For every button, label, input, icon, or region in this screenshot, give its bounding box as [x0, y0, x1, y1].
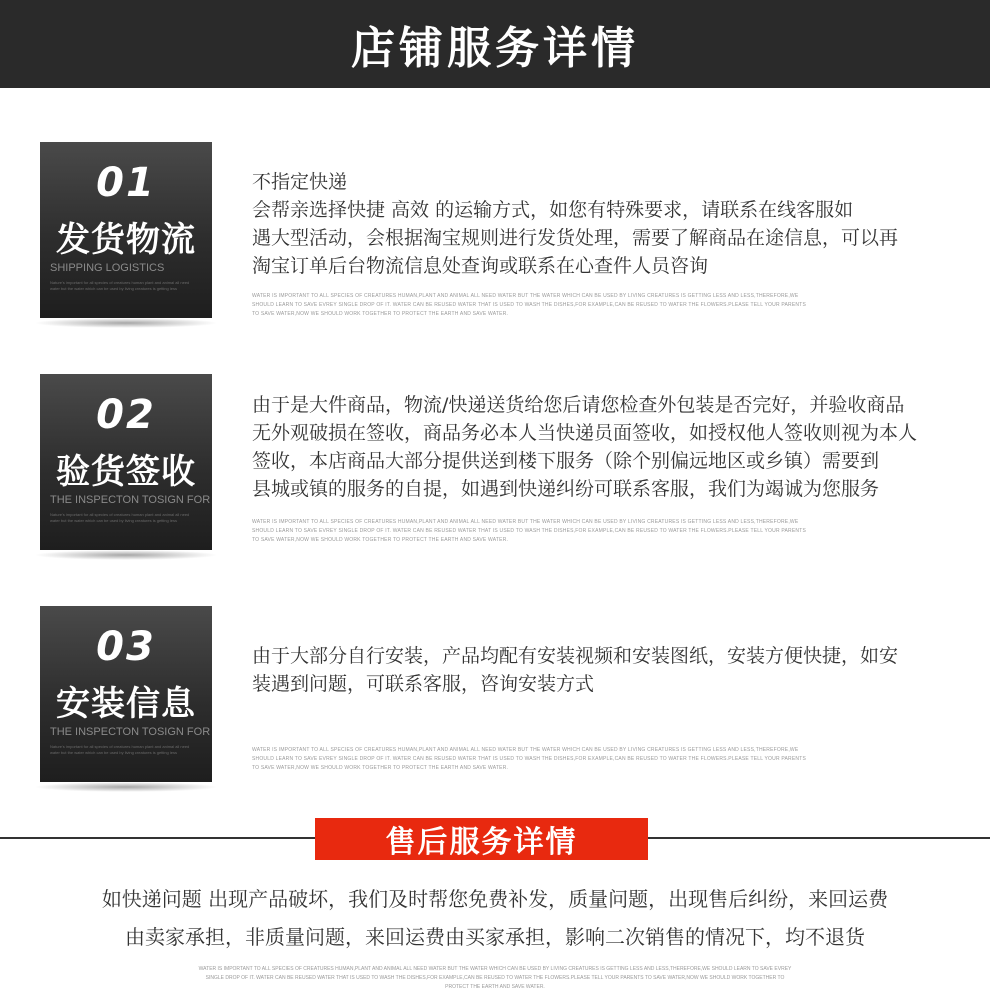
description-line: 由于是大件商品，物流/快递送货给您后请您检查外包装是否完好，并验收商品: [252, 394, 905, 416]
section-card: [40, 142, 212, 318]
after-sales-line: 由卖家承担，非质量问题，来回运费由买家承担，影响二次销售的情况下，均不退货: [125, 925, 865, 949]
service-section-shipping: [0, 142, 990, 342]
section-title: 验货签收: [56, 452, 196, 492]
section-description: [252, 391, 987, 503]
after-sales-english-fine-print: WATER IS IMPORTANT TO ALL SPECIES OF CREATURES HUMAN,PLANT AND ANIMAL ALL NEED WATER BUT THE WATER WHICH CAN BE USED BY LIVING CREATURES IS GETTING LESS AND LESS,THEREFORE,WE SHOULD LEARN TO SAVE EVREY SINGLE DROP OF IT. WATER CAN BE REUSED WATER THAT IS USED TO WASH THE DISHES,FOR EXAMPLE,CAN BE REUSED TO WATER THE FLOWERS.PLEASE TELL YOUR PARENTS TO SAVE WATER,NOW WE SHOULD WORK TOGETHER TO PROTECT THE EARTH AND SAVE WATER.: [198, 966, 792, 990]
description-line: 无外观破损在签收，商品务必本人当快递员面签收，如授权他人签收则视为本人: [252, 422, 918, 444]
section-english-fine-print: WATER IS IMPORTANT TO ALL SPECIES OF CREATURES HUMAN,PLANT AND ANIMAL ALL NEED WATER BUT THE WATER WHICH CAN BE USED BY LIVING CREATURES IS GETTING LESS AND LESS,THEREFORE,WE SHOULD LEARN TO SAVE EVREY SINGLE DROP OF IT. WATER CAN BE REUSED WATER THAT IS USED TO WASH THE DISHES,FOR EXAMPLE,CAN BE REUSED TO WATER THE FLOWERS.PLEASE TELL YOUR PARENTS TO SAVE WATER,NOW WE SHOULD WORK TOGETHER TO PROTECT THE EARTH AND SAVE WATER.: [252, 293, 807, 317]
section-fine-print: Nature's important for all species of creatures human plant and animal all need water but the water which can be used by living creatures is getting less: [50, 744, 190, 755]
section-fine-print: Nature's important for all species of creatures human plant and animal all need water but the water which can be used by living creatures is getting less: [50, 512, 190, 523]
section-description: [252, 642, 987, 698]
card-shadow: [34, 550, 218, 560]
service-section-installation: [0, 606, 990, 806]
description-line: 由于大部分自行安装，产品均配有安装视频和安装图纸，安装方便快捷，如安: [252, 645, 899, 667]
after-sales-line: 如快递问题 出现产品破坏，我们及时帮您免费补发，质量问题，出现售后纠纷，来回运费: [101, 887, 889, 911]
description-line: 签收，本店商品大部分提供送到楼下服务（除个别偏远地区或乡镇）需要到: [252, 450, 880, 472]
section-subtitle: SHIPPING LOGISTICS: [50, 262, 165, 274]
section-description: [252, 168, 987, 280]
section-number: 02: [96, 392, 156, 438]
section-number: 01: [96, 160, 156, 206]
section-card: [40, 374, 212, 550]
section-subtitle: THE INSPECTON TOSIGN FOR: [50, 494, 211, 506]
card-shadow: [34, 782, 218, 792]
description-line: 会帮亲选择快捷 高效 的运输方式，如您有特殊要求，请联系在线客服如: [252, 199, 854, 221]
service-section-inspection: [0, 374, 990, 574]
section-english-fine-print: WATER IS IMPORTANT TO ALL SPECIES OF CREATURES HUMAN,PLANT AND ANIMAL ALL NEED WATER BUT THE WATER WHICH CAN BE USED BY LIVING CREATURES IS GETTING LESS AND LESS,THEREFORE,WE SHOULD LEARN TO SAVE EVREY SINGLE DROP OF IT. WATER CAN BE REUSED WATER THAT IS USED TO WASH THE DISHES,FOR EXAMPLE,CAN BE REUSED TO WATER THE FLOWERS.PLEASE TELL YOUR PARENTS TO SAVE WATER,NOW WE SHOULD WORK TOGETHER TO PROTECT THE EARTH AND SAVE WATER.: [252, 519, 807, 543]
section-english-fine-print: WATER IS IMPORTANT TO ALL SPECIES OF CREATURES HUMAN,PLANT AND ANIMAL ALL NEED WATER BUT THE WATER WHICH CAN BE USED BY LIVING CREATURES IS GETTING LESS AND LESS,THEREFORE,WE SHOULD LEARN TO SAVE EVREY SINGLE DROP OF IT. WATER CAN BE REUSED WATER THAT IS USED TO WASH THE DISHES,FOR EXAMPLE,CAN BE REUSED TO WATER THE FLOWERS.PLEASE TELL YOUR PARENTS TO SAVE WATER,NOW WE SHOULD WORK TOGETHER TO PROTECT THE EARTH AND SAVE WATER.: [252, 747, 807, 771]
after-sales-description: [0, 880, 990, 956]
page-header: [0, 0, 990, 88]
section-number: 03: [96, 624, 156, 670]
description-line: 县城或镇的服务的自提，如遇到快递纠纷可联系客服，我们为竭诚为您服务: [252, 478, 880, 500]
section-title: 安装信息: [56, 684, 196, 724]
section-fine-print: Nature's important for all species of creatures human plant and animal all need water but the water which can be used by living creatures is getting less: [50, 280, 190, 291]
after-sales-title: 售后服务详情: [315, 818, 648, 860]
section-title: 发货物流: [56, 220, 196, 260]
page-title: 店铺服务详情: [351, 23, 639, 74]
section-card: [40, 606, 212, 782]
description-line: 不指定快递: [252, 171, 348, 193]
description-line: 淘宝订单后台物流信息处查询或联系在心查件人员咨询: [252, 255, 709, 277]
description-line: 装遇到问题，可联系客服，咨询安装方式: [252, 673, 595, 695]
description-line: 遇大型活动，会根据淘宝规则进行发货处理，需要了解商品在途信息，可以再: [252, 227, 899, 249]
section-subtitle: THE INSPECTON TOSIGN FOR: [50, 726, 211, 738]
card-shadow: [34, 318, 218, 328]
